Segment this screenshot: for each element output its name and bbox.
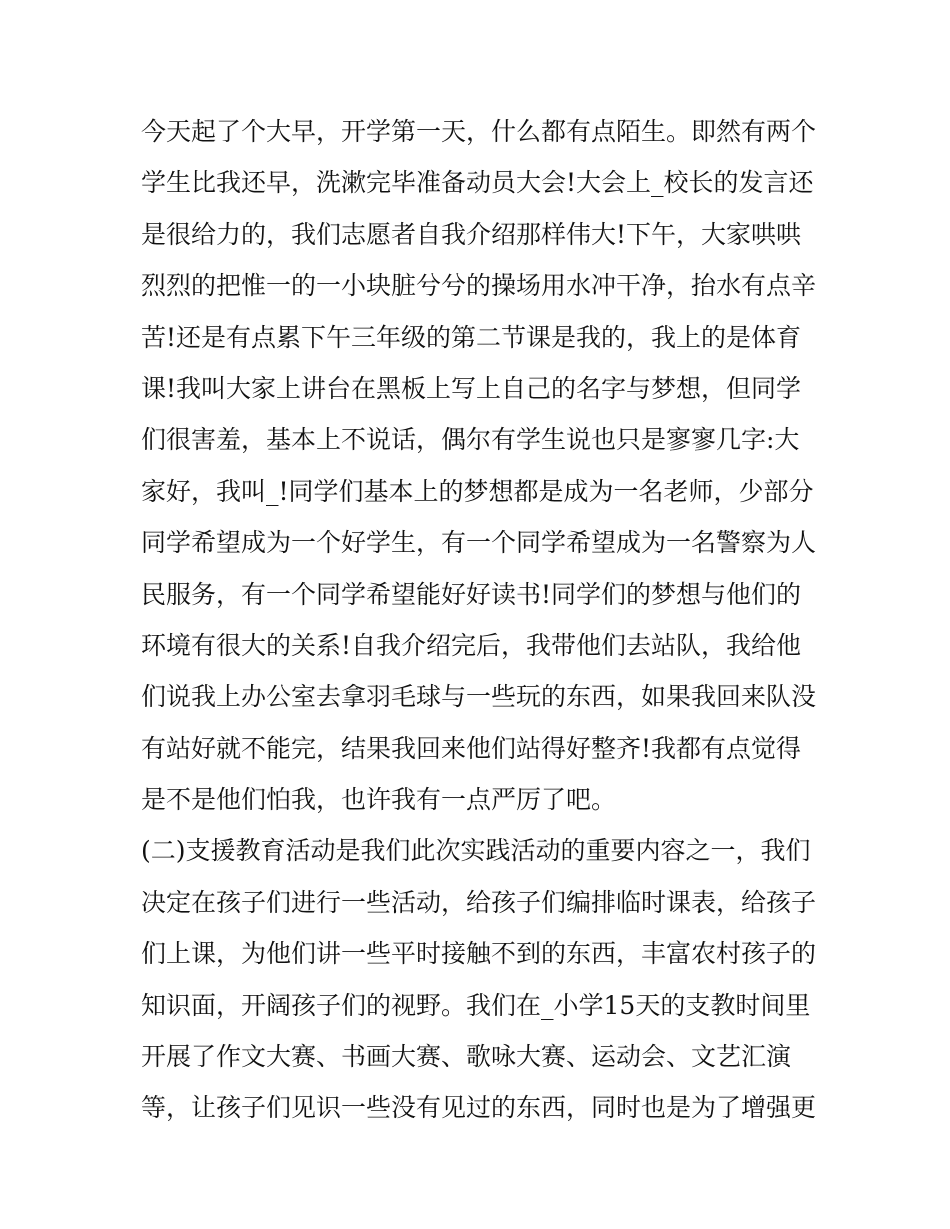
text-line: 是不是他们怕我，也许我有一点严厉了吧。: [141, 785, 617, 815]
body-text: [141, 106, 816, 1134]
text-line: 环境有很大的关系!自我介绍完后，我带他们去站队，我给他: [141, 630, 802, 660]
text-line: 们很害羞，基本上不说话，偶尔有学生说也只是寥寥几字:大: [141, 425, 800, 455]
text-line: 烈烈的把惟一的一小块脏兮兮的操场用水冲干净，抬水有点辛: [141, 271, 817, 301]
text-line: 决定在孩子们进行一些活动，给孩子们编排临时课表，给孩子: [141, 887, 817, 917]
text-line: 苦!还是有点累下午三年级的第二节课是我的，我上的是体育: [141, 322, 802, 352]
text-line: 开展了作文大赛、书画大赛、歌咏大赛、运动会、文艺汇演: [141, 1042, 792, 1072]
text-line: 知识面，开阔孩子们的视野。我们在_小学15天的支教时间里: [141, 990, 811, 1020]
text-line: 家好，我叫_!同学们基本上的梦想都是成为一名老师，少部分: [141, 476, 814, 506]
text-line: 们说我上办公室去拿羽毛球与一些玩的东西，如果我回来队没: [141, 682, 817, 712]
text-line: 今天起了个大早，开学第一天，什么都有点陌生。即然有两个: [141, 117, 817, 146]
text-line: 们上课，为他们讲一些平时接触不到的东西，丰富农村孩子的: [141, 939, 817, 969]
text-line: 同学希望成为一个好学生，有一个同学希望成为一名警察为人: [141, 528, 817, 558]
text-line: 有站好就不能完，结果我回来他们站得好整齐!我都有点觉得: [141, 733, 802, 763]
text-line: (二)支援教育活动是我们此次实践活动的重要内容之一，我们: [141, 836, 811, 866]
text-line: 学生比我还早，洗漱完毕准备动员大会!大会上_校长的发言还: [141, 168, 814, 198]
text-line: 课!我叫大家上讲台在黑板上写上自己的名字与梦想，但同学: [141, 373, 802, 403]
text-line: 等，让孩子们见识一些没有见过的东西，同时也是为了增强更: [141, 1093, 817, 1123]
text-line: 是很给力的，我们志愿者自我介绍那样伟大!下午，大家哄哄: [141, 219, 802, 249]
text-line: 民服务，有一个同学希望能好好读书!同学们的梦想与他们的: [141, 579, 802, 609]
